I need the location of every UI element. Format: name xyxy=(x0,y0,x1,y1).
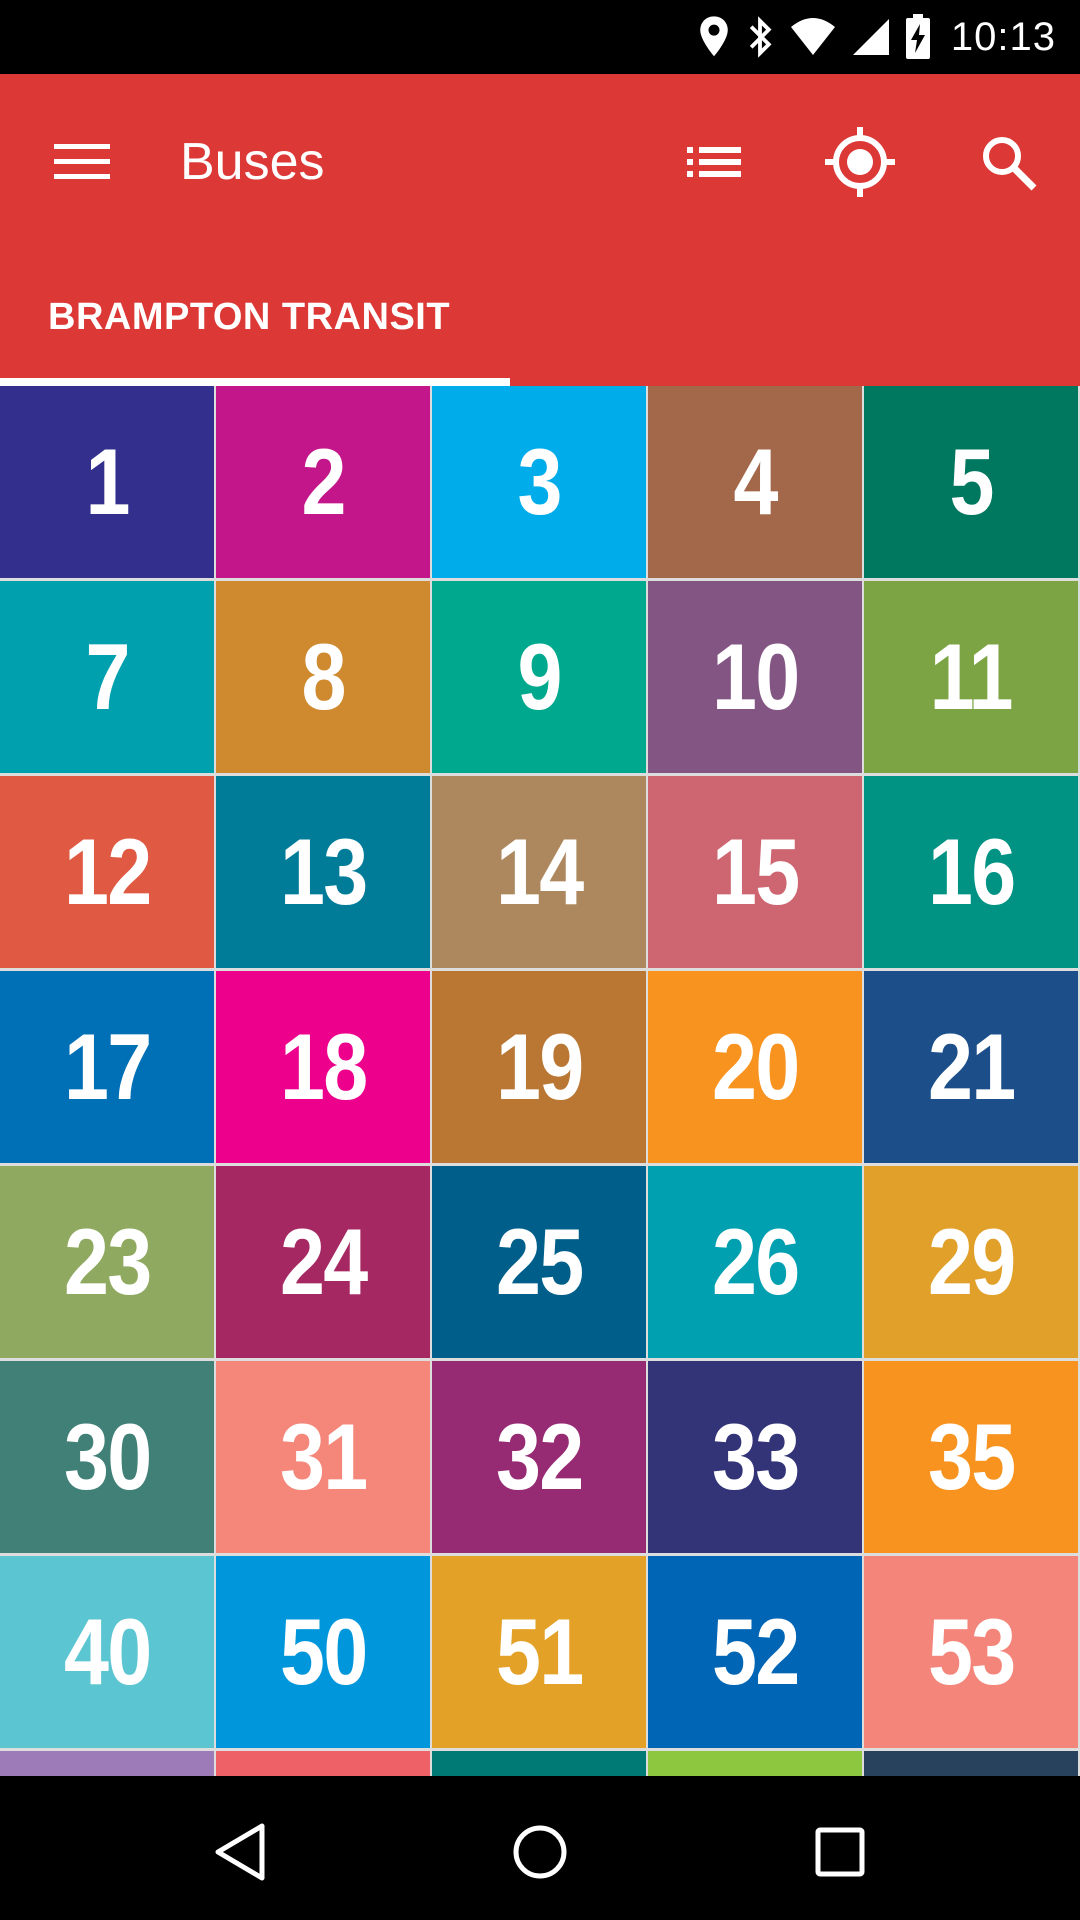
bluetooth-icon xyxy=(745,15,775,59)
route-tile-23[interactable] xyxy=(0,1166,214,1358)
route-tile-partial[interactable] xyxy=(432,1751,646,1776)
home-icon xyxy=(510,1822,570,1882)
route-number: 26 xyxy=(711,1209,799,1314)
signal-icon xyxy=(851,17,891,57)
list-icon xyxy=(685,142,743,182)
route-number: 7 xyxy=(85,624,129,729)
route-number: 53 xyxy=(927,1599,1015,1704)
route-tile-18[interactable] xyxy=(216,971,430,1163)
route-tile-20[interactable] xyxy=(648,971,862,1163)
tab-brampton-transit[interactable] xyxy=(0,268,510,386)
location-icon xyxy=(697,15,731,59)
search-button[interactable] xyxy=(966,120,1050,204)
route-tile-partial[interactable] xyxy=(648,1751,862,1776)
menu-button[interactable] xyxy=(40,120,124,204)
route-number: 17 xyxy=(63,1014,151,1119)
route-number: 20 xyxy=(711,1014,799,1119)
route-number: 51 xyxy=(495,1599,583,1704)
route-number: 35 xyxy=(927,1404,1015,1509)
route-tile-7[interactable] xyxy=(0,581,214,773)
back-button[interactable] xyxy=(200,1812,280,1892)
route-number: 52 xyxy=(711,1599,799,1704)
route-number: 25 xyxy=(495,1209,583,1314)
route-tile-13[interactable] xyxy=(216,776,430,968)
route-number: 50 xyxy=(279,1599,367,1704)
recent-apps-button[interactable] xyxy=(800,1812,880,1892)
route-number: 11 xyxy=(929,624,1013,729)
status-bar xyxy=(0,0,1080,74)
route-number: 21 xyxy=(927,1014,1015,1119)
route-tile-31[interactable] xyxy=(216,1361,430,1553)
search-icon xyxy=(978,132,1038,192)
route-number: 1 xyxy=(85,429,129,534)
route-tile-16[interactable] xyxy=(864,776,1078,968)
home-button[interactable] xyxy=(500,1812,580,1892)
route-tile-30[interactable] xyxy=(0,1361,214,1553)
route-number: 18 xyxy=(279,1014,367,1119)
route-tile-1[interactable] xyxy=(0,386,214,578)
route-number: 40 xyxy=(63,1599,151,1704)
route-tile-25[interactable] xyxy=(432,1166,646,1358)
route-number: 14 xyxy=(495,819,583,924)
route-tile-52[interactable] xyxy=(648,1556,862,1748)
route-number: 3 xyxy=(517,429,561,534)
route-number: 15 xyxy=(711,819,799,924)
route-number: 9 xyxy=(517,624,561,729)
wifi-icon xyxy=(789,17,837,57)
route-grid xyxy=(0,386,1080,1776)
route-tile-21[interactable] xyxy=(864,971,1078,1163)
route-tile-partial[interactable] xyxy=(216,1751,430,1776)
route-tile-40[interactable] xyxy=(0,1556,214,1748)
my-location-icon xyxy=(823,125,897,199)
route-number: 19 xyxy=(495,1014,583,1119)
route-tile-17[interactable] xyxy=(0,971,214,1163)
route-number: 31 xyxy=(279,1404,367,1509)
route-number: 32 xyxy=(495,1404,583,1509)
route-number: 13 xyxy=(279,819,367,924)
navigation-bar xyxy=(0,1776,1080,1920)
status-icons xyxy=(697,0,1056,74)
route-tile-15[interactable] xyxy=(648,776,862,968)
route-tile-32[interactable] xyxy=(432,1361,646,1553)
route-tile-51[interactable] xyxy=(432,1556,646,1748)
route-tile-50[interactable] xyxy=(216,1556,430,1748)
back-icon xyxy=(210,1820,270,1884)
route-tile-35[interactable] xyxy=(864,1361,1078,1553)
route-tile-9[interactable] xyxy=(432,581,646,773)
route-tile-19[interactable] xyxy=(432,971,646,1163)
route-tile-14[interactable] xyxy=(432,776,646,968)
route-number: 33 xyxy=(711,1404,799,1509)
route-tile-partial[interactable] xyxy=(864,1751,1078,1776)
route-number: 29 xyxy=(927,1209,1015,1314)
route-number: 2 xyxy=(301,429,345,534)
route-tile-partial[interactable] xyxy=(0,1751,214,1776)
route-number: 30 xyxy=(63,1404,151,1509)
route-tile-11[interactable] xyxy=(864,581,1078,773)
hamburger-menu-icon xyxy=(52,140,112,184)
route-tile-3[interactable] xyxy=(432,386,646,578)
tab-indicator xyxy=(0,378,510,386)
route-tile-8[interactable] xyxy=(216,581,430,773)
recent-apps-icon xyxy=(813,1825,867,1879)
battery-charging-icon xyxy=(905,14,931,60)
route-number: 12 xyxy=(63,819,151,924)
route-number: 10 xyxy=(711,624,799,729)
page-title: Buses xyxy=(180,133,325,191)
route-number: 5 xyxy=(949,429,993,534)
app-bar xyxy=(0,74,1080,386)
route-number: 23 xyxy=(63,1209,151,1314)
route-number: 8 xyxy=(301,624,345,729)
route-tile-33[interactable] xyxy=(648,1361,862,1553)
route-tile-53[interactable] xyxy=(864,1556,1078,1748)
route-tile-29[interactable] xyxy=(864,1166,1078,1358)
route-number: 24 xyxy=(279,1209,367,1314)
route-tile-4[interactable] xyxy=(648,386,862,578)
route-number: 16 xyxy=(927,819,1015,924)
list-view-button[interactable] xyxy=(672,120,756,204)
status-clock: 10:13 xyxy=(950,14,1056,59)
tab-label: BRAMPTON TRANSIT xyxy=(48,296,451,338)
route-tile-5[interactable] xyxy=(864,386,1078,578)
route-tile-10[interactable] xyxy=(648,581,862,773)
my-location-button[interactable] xyxy=(818,120,902,204)
route-tile-24[interactable] xyxy=(216,1166,430,1358)
route-tile-12[interactable] xyxy=(0,776,214,968)
route-tile-2[interactable] xyxy=(216,386,430,578)
route-tile-26[interactable] xyxy=(648,1166,862,1358)
route-number: 4 xyxy=(733,429,777,534)
